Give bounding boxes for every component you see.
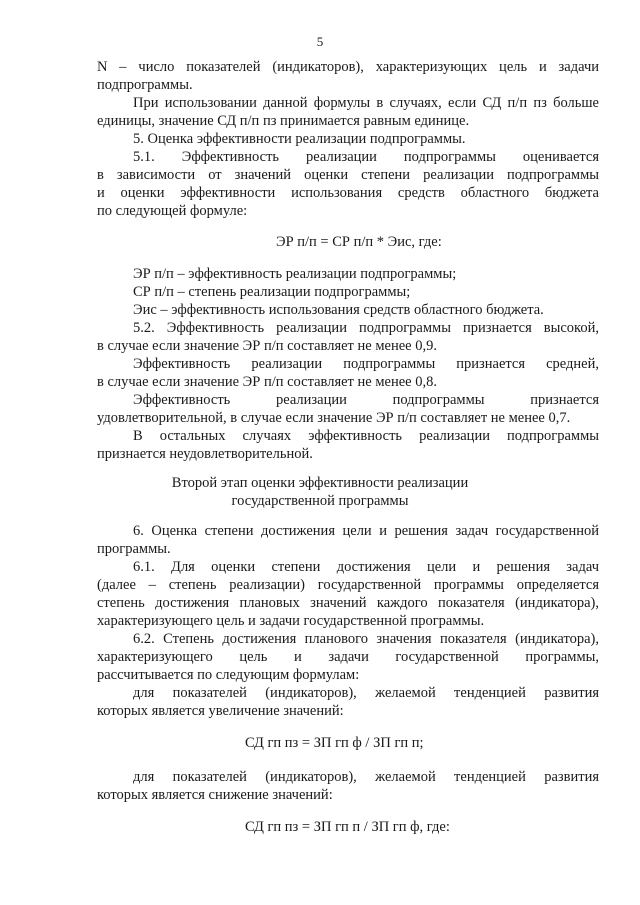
text-line: подпрограммы. [97,77,193,93]
text-line: 6.1. Для оценки степени достижения цели и решения задач [133,559,599,575]
text-line: в случае если значение ЭР п/п составляет не менее 0,8. [97,374,437,390]
formula: СД гп пз = ЗП гп ф / ЗП гп п; [245,735,424,751]
text-line: которых является снижение значений: [97,787,333,803]
text-line: для показателей (индикаторов), желаемой тенденцией развития [133,685,599,701]
text-line: ЭР п/п – эффективность реализации подпрограммы; [133,266,457,282]
text-line: удовлетворительной, в случае если значение ЭР п/п составляет не менее 0,7. [97,410,571,426]
formula: ЭР п/п = СР п/п * Эис, где: [276,234,442,250]
text-line: Эис – эффективность использования средств областного бюджета. [133,302,544,318]
text-line: 5.1. Эффективность реализации подпрограммы оценивается [133,149,599,165]
page-number: 5 [316,34,324,49]
text-line: степень достижения плановых значений каждого показателя (индикатора), [97,595,599,611]
formula: СД гп пз = ЗП гп п / ЗП гп ф, где: [245,819,450,835]
section-heading: государственной программы [231,493,409,509]
text-line: При использовании данной формулы в случаях, если СД п/п пз больше [133,95,599,111]
text-line: СР п/п – степень реализации подпрограммы; [133,284,411,300]
text-line: Эффективность реализации подпрограммы признается средней, [133,356,599,372]
text-line: 6. Оценка степени достижения цели и решения задач государственной [133,523,599,539]
text-line: рассчитывается по следующим формулам: [97,667,360,683]
text-line: 6.2. Степень достижения планового значения показателя (индикатора), [133,631,599,647]
text-line: по следующей формуле: [97,203,248,219]
text-line: которых является увеличение значений: [97,703,344,719]
text-line: программы. [97,541,171,557]
text-line: 5.2. Эффективность реализации подпрограммы признается высокой, [133,320,599,336]
text-line: в зависимости от значений оценки степени реализации подпрограммы [97,167,599,183]
text-line: в случае если значение ЭР п/п составляет не менее 0,9. [97,338,437,354]
text-line: признается неудовлетворительной. [97,446,313,462]
section-heading: Второй этап оценки эффективности реализации [171,475,469,491]
text-line: N – число показателей (индикаторов), характеризующих цель и задачи [97,59,599,75]
text-line: В остальных случаях эффективность реализации подпрограммы [133,428,599,444]
text-line: Эффективность реализации подпрограммы признается [133,392,599,408]
text-line: (далее – степень реализации) государственной программы определяется [97,577,599,593]
text-line: 5. Оценка эффективности реализации подпрограммы. [133,131,466,147]
text-line: характеризующего цель и задачи государственной программы, [97,649,599,665]
text-line: и оценки эффективности использования средств областного бюджета [97,185,599,201]
text-line: характеризующего цель и задачи государственной программы. [97,613,485,629]
text-line: для показателей (индикаторов), желаемой тенденцией развития [133,769,599,785]
text-line: единицы, значение СД п/п пз принимается равным единице. [97,113,470,129]
